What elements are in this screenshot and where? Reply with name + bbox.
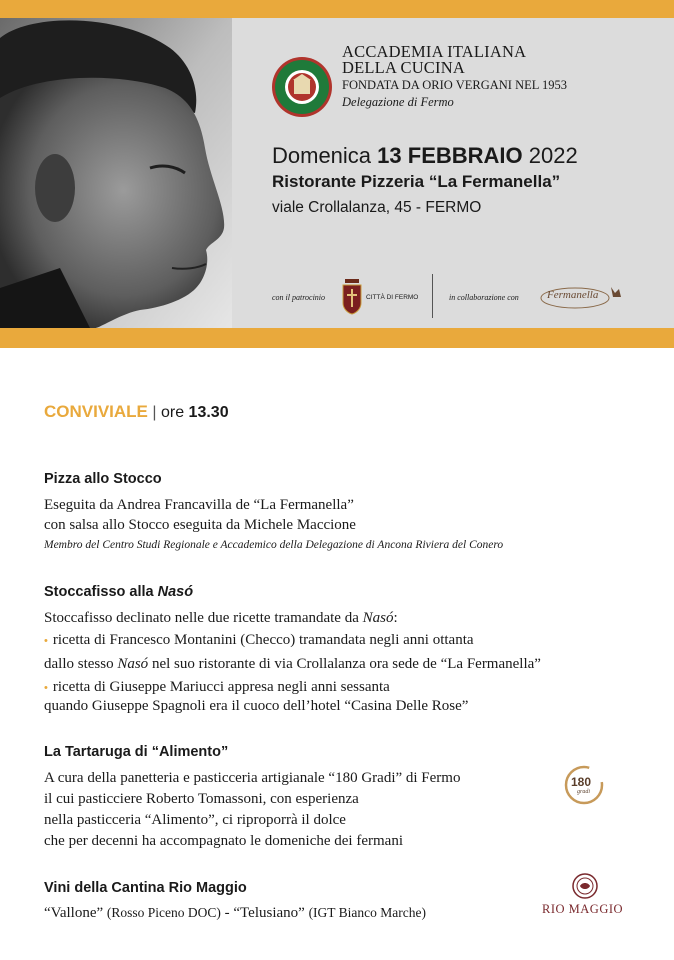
stoccafisso-b2-text: ricetta di Giuseppe Mariucci appresa negli anni sessanta [52, 679, 390, 695]
event-address: viale Crollalanza, 45 - FERMO [272, 199, 482, 216]
stoccafisso-b1-line2-suffix: nel suo ristorante di via Crollalanza ora sede de “La Fermanella” [151, 656, 541, 672]
academy-seal-logo [271, 56, 333, 118]
180-gradi-logo [564, 765, 604, 805]
stoccafisso-intro [44, 609, 398, 627]
event-date-bold: 13 FEBBRAIO [377, 143, 523, 168]
180-gradi-number: 180 [571, 775, 592, 789]
vini-vallone-doc: (Rosso Piceno DOC) [106, 905, 221, 920]
stoccafisso-bullet1-line1 [44, 631, 474, 650]
rio-maggio-logo-text: RIO MAGGIO [542, 902, 624, 916]
stoccafisso-title [44, 584, 193, 600]
180-gradi-word: gradi [577, 789, 591, 795]
academy-name-line2: DELLA CUCINA [342, 58, 465, 77]
portrait-photo [0, 18, 232, 328]
academy-name-line1: ACCADEMIA ITALIANA [342, 42, 527, 61]
stoccafisso-intro-prefix: Stoccafisso declinato nelle due ricette tramandate da [44, 610, 359, 626]
event-year: 2022 [528, 143, 578, 168]
conviviale-separator: | [152, 404, 157, 421]
stoccafisso-bullet2-line1 [44, 678, 390, 697]
stoccafisso-b1-line2-prefix: dallo stesso [44, 656, 114, 672]
stoccafisso-title-prefix: Stoccafisso alla [44, 584, 154, 600]
stoccafisso-intro-suffix: : [393, 610, 398, 626]
tartaruga-title: La Tartaruga di “Alimento” [44, 744, 229, 760]
bullet-icon: • [44, 682, 48, 694]
rio-maggio-emblem-icon [570, 872, 600, 900]
vini-line [44, 904, 426, 922]
event-weekday: Domenica [272, 143, 372, 168]
tartaruga-line2: il cui pasticciere Roberto Tomassoni, con esperienza [44, 791, 359, 807]
bottom-accent-stripe [0, 328, 674, 348]
stoccafisso-b1-line2-italic: Nasó [117, 656, 149, 672]
collab-label: in collaborazione con [449, 293, 519, 302]
conviviale-label: CONVIVIALE [44, 402, 148, 421]
city-crest-icon [341, 277, 363, 315]
stoccafisso-b1-text: ricetta di Francesco Montanini (Checco) tramandata negli anni ottanta [52, 632, 474, 648]
stoccafisso-intro-italic: Nasó [362, 610, 394, 626]
city-name: CITTÀ DI FERMO [366, 294, 419, 301]
conviviale-time-label: ore [160, 404, 185, 421]
stoccafisso-bullet1-line2 [44, 655, 541, 673]
pizza-note: Membro del Centro Studi Regionale e Accademico della Delegazione di Ancona Riviera del Conero [44, 539, 504, 551]
top-accent-stripe [0, 0, 674, 18]
event-date [272, 143, 578, 169]
vini-vallone: “Vallone” [44, 905, 104, 921]
event-venue: Ristorante Pizzeria “La Fermanella” [272, 172, 561, 191]
academy-founded: FONDATA DA ORIO VERGANI NEL 1953 [342, 78, 568, 92]
stoccafisso-title-italic: Nasó [157, 584, 194, 600]
bullet-icon: • [44, 635, 48, 647]
vini-title: Vini della Cantina Rio Maggio [44, 880, 247, 896]
tartaruga-line3: nella pasticceria “Alimento”, ci riproporrà il dolce [44, 812, 346, 828]
vini-dash: - [224, 905, 230, 921]
academy-delegation: Delegazione di Fermo [342, 95, 454, 109]
conviviale-line [44, 402, 229, 422]
pizza-line2: con salsa allo Stocco eseguita da Michele Maccione [44, 517, 356, 533]
vini-telusiano-igt: (IGT Bianco Marche) [308, 905, 427, 920]
pizza-line1: Eseguita da Andrea Francavilla de “La Fermanella” [44, 497, 354, 513]
pizza-title: Pizza allo Stocco [44, 471, 162, 487]
conviviale-time: 13.30 [188, 404, 229, 421]
fermanella-logo-text: Fermanella [547, 289, 599, 301]
stoccafisso-bullet2-line2: quando Giuseppe Spagnoli era il cuoco dell’hotel “Casina Delle Rose” [44, 698, 469, 714]
fermanella-logo [539, 283, 623, 311]
academy-name [342, 44, 526, 76]
patronage-label: con il patrocinio [272, 293, 326, 302]
tartaruga-line4: che per decenni ha accompagnato le domeniche dei fermani [44, 833, 403, 849]
tartaruga-line1: A cura della panetteria e pasticceria artigianale “180 Gradi” di Fermo [44, 770, 461, 786]
vini-telusiano: “Telusiano” [233, 905, 305, 921]
patronage-divider [432, 274, 433, 318]
